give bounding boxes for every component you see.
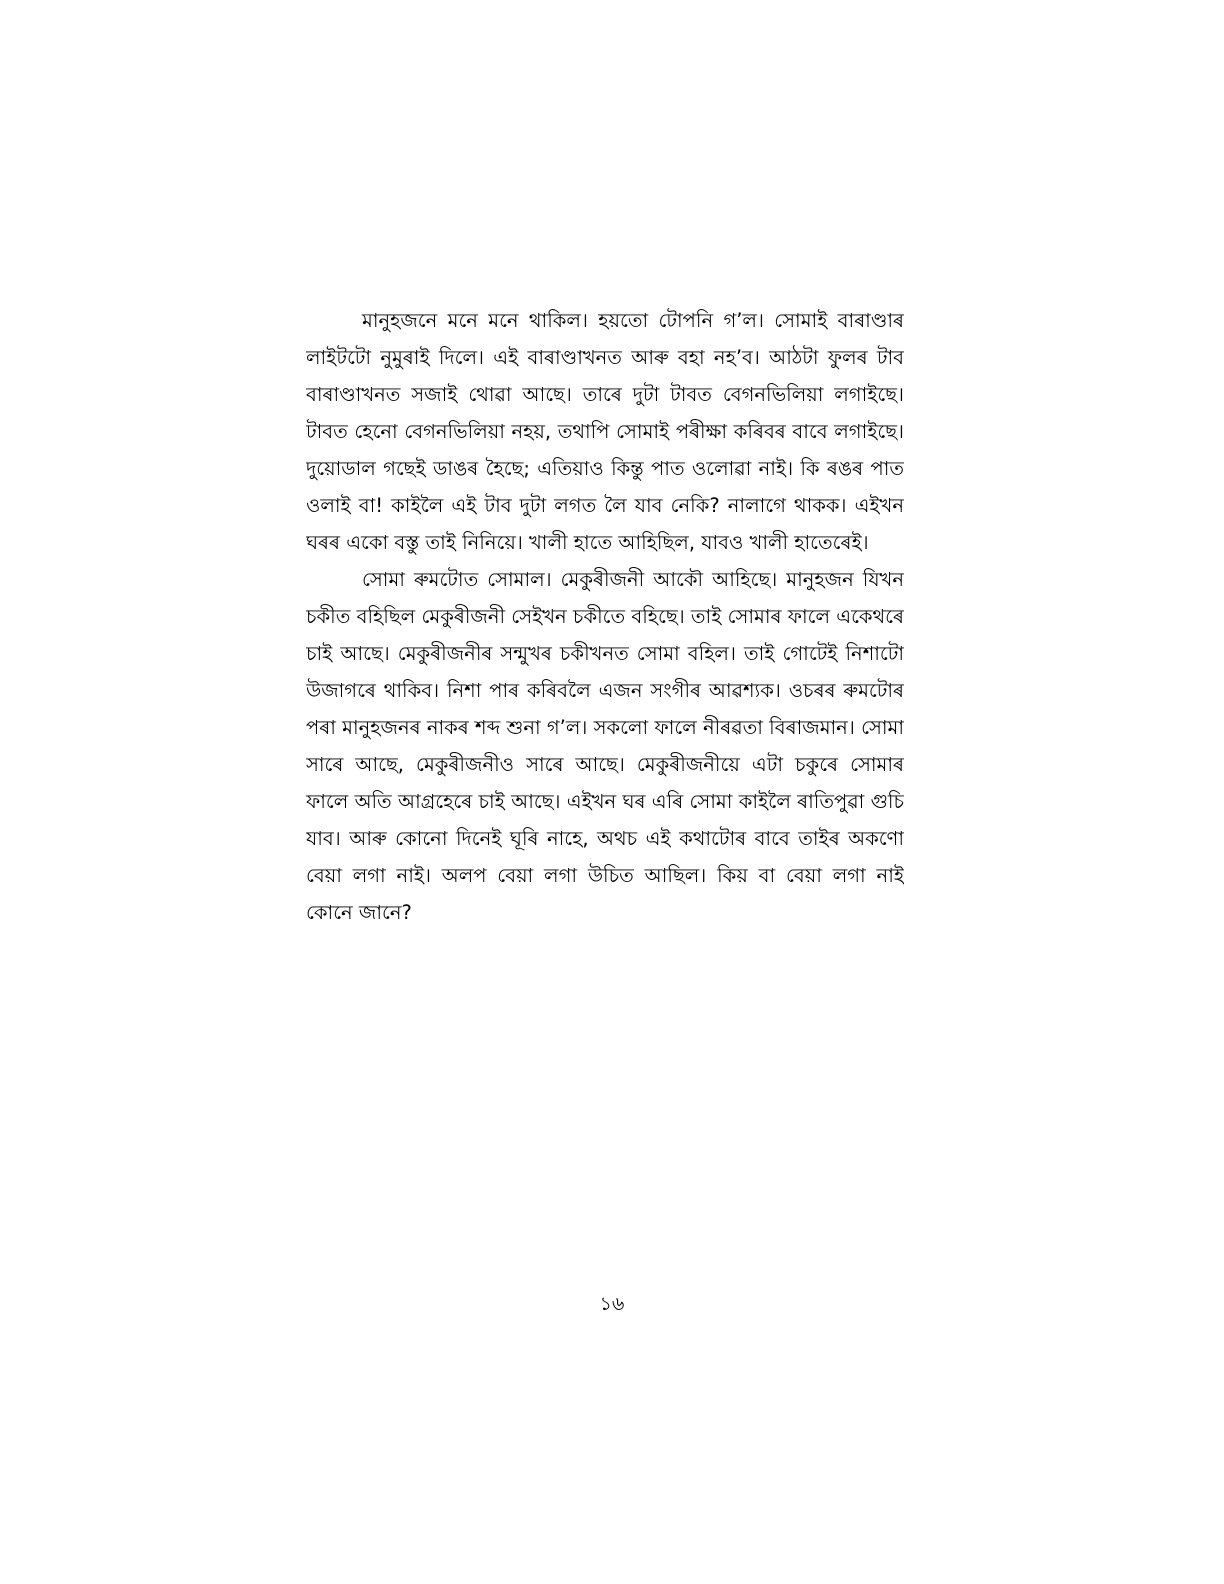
text-line: টাবত হেনো বেগনভিলিয়া নহয়, তথাপি সোমাই পৰীক্ষা কৰিবৰ বাবে লগাইছে।	[306, 420, 904, 443]
text-line: ফালে অতি আগ্ৰহেৰে চাই আছে। এইখন ঘৰ এৰি সোমা কাইলৈ ৰাতিপুৱা গুচি	[306, 790, 904, 813]
text-line: চাই আছে। মেকুৰীজনীৰ সন্মুখৰ চকীখনত সোমা বহিল। তাই গোটেই নিশাটো	[306, 642, 904, 665]
text-line: পৰা মানুহজনৰ নাকৰ শব্দ শুনা গ’ল। সকলো ফালে নীৰৱতা বিৰাজমান। সোমা	[306, 716, 904, 739]
text-line: কোনে জানে?	[306, 901, 412, 924]
text-line: ঘৰৰ একো বস্তু তাই নিনিয়ে। খালী হাতে আহিছিল, যাবও খালী হাতেৰেই।	[306, 531, 869, 554]
page-number: ১৬	[599, 1293, 625, 1315]
text-line: লাইটটো নুমুৰাই দিলে। এই বাৰাণ্ডাখনত আৰু বহা নহ’ব। আঠটা ফুলৰ টাব	[306, 346, 904, 369]
text-line: বাৰাণ্ডাখনত সজাই থোৱা আছে। তাৰে দুটা টাবত বেগনভিলিয়া লগাইছে।	[306, 383, 904, 406]
text-line: চকীত বহিছিল মেকুৰীজনী সেইখন চকীতে বহিছে। তাই সোমাৰ ফালে একেথৰে	[306, 605, 904, 628]
text-line: যাব। আৰু কোনো দিনেই ঘূৰি নাহে, অথচ এই কথাটোৰ বাবে তাইৰ অকণো	[306, 827, 904, 850]
text-line: দুয়োডাল গছেই ডাঙৰ হৈছে; এতিয়াও কিন্তু পাত ওলোৱা নাই। কি ৰঙৰ পাত	[306, 457, 904, 480]
text-line: বেয়া লগা নাই। অলপ বেয়া লগা উচিত আছিল। কিয় বা বেয়া লগা নাই	[306, 864, 904, 887]
text-line: মানুহজনে মনে মনে থাকিল। হয়তো টোপনি গ’ল। সোমাই বাৰাণ্ডাৰ	[362, 309, 904, 332]
body-text	[306, 302, 904, 931]
text-line: সাৰে আছে, মেকুৰীজনীও সাৰে আছে। মেকুৰীজনীয়ে এটা চকুৰে সোমাৰ	[306, 753, 904, 776]
text-line: ওলাই বা! কাইলৈ এই টাব দুটা লগত লৈ যাব নেকি? নালাগে থাকক। এইখন	[306, 494, 904, 517]
text-line: সোমা ৰুমটোত সোমাল। মেকুৰীজনী আকৌ আহিছে। মানুহজন যিখন	[362, 568, 904, 591]
text-line: উজাগৰে থাকিব। নিশা পাৰ কৰিবলৈ এজন সংগীৰ আৱশ্যক। ওচৰৰ ৰুমটোৰ	[306, 679, 904, 702]
